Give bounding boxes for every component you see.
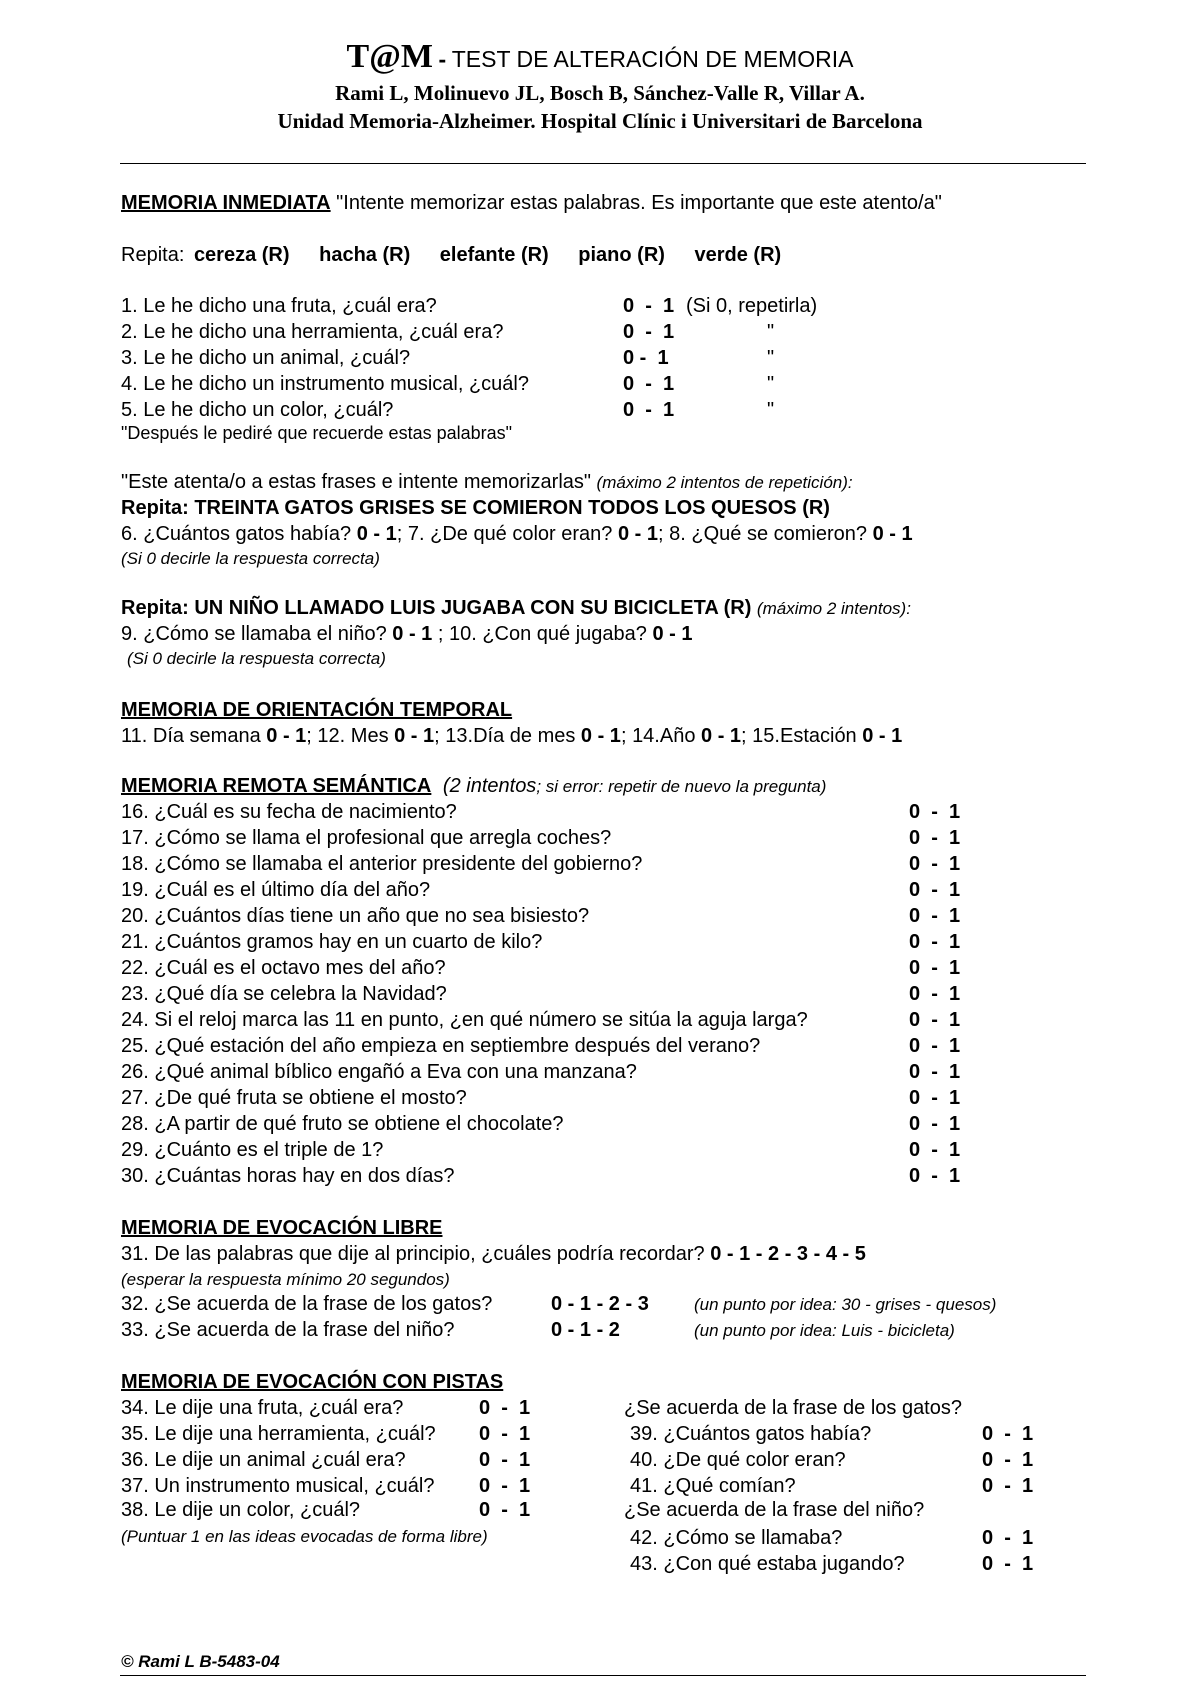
word-hacha: hacha (R) bbox=[319, 244, 411, 266]
word-elefante: elefante (R) bbox=[439, 244, 549, 266]
footer-rule bbox=[120, 1675, 1086, 1676]
word-piano: piano (R) bbox=[578, 244, 665, 266]
q3-score: 0 - 1 bbox=[623, 347, 669, 369]
semantic-question: 23. ¿Qué día se celebra la Navidad? bbox=[121, 983, 447, 1005]
q1-note: (Si 0, repetirla) bbox=[686, 295, 818, 317]
q41-text: 41. ¿Qué comían? bbox=[630, 1475, 796, 1497]
q42-text: 42. ¿Cómo se llamaba? bbox=[630, 1527, 843, 1549]
q6-text: 6. ¿Cuántos gatos había? bbox=[121, 523, 352, 545]
immediate-heading: MEMORIA INMEDIATA bbox=[121, 192, 331, 214]
q1-score: 0 - 1 bbox=[623, 295, 675, 317]
semantic-heading: MEMORIA REMOTA SEMÁNTICA bbox=[121, 775, 432, 797]
q5-text: 5. Le he dicho un color, ¿cuál? bbox=[121, 399, 394, 421]
title-separator: - bbox=[438, 46, 447, 72]
q7-text: ; 7. ¿De qué color eran? bbox=[396, 523, 613, 545]
semantic-question: 25. ¿Qué estación del año empieza en septiembre después del verano? bbox=[121, 1035, 761, 1057]
semantic-question: 30. ¿Cuántas horas hay en dos días? bbox=[121, 1165, 455, 1187]
semantic-score: 0 - 1 bbox=[909, 1165, 961, 1187]
cats-questions-line bbox=[121, 524, 913, 544]
q32-note: (un punto por idea: 30 - grises - quesos) bbox=[694, 1295, 997, 1314]
semantic-score: 0 - 1 bbox=[909, 983, 961, 1005]
phrase-boy-line bbox=[121, 598, 911, 618]
q31-line bbox=[121, 1244, 866, 1264]
q10-score: 0 - 1 bbox=[652, 623, 693, 645]
q6-score: 0 - 1 bbox=[356, 523, 397, 545]
q4-score: 0 - 1 bbox=[623, 373, 675, 395]
semantic-score: 0 - 1 bbox=[909, 827, 961, 849]
q41-score: 0 - 1 bbox=[982, 1475, 1034, 1497]
boy-correct-note: (Si 0 decirle la respuesta correcta) bbox=[127, 649, 386, 668]
semantic-question: 16. ¿Cuál es su fecha de nacimiento? bbox=[121, 801, 457, 823]
q10-text: ; 10. ¿Con qué jugaba? bbox=[432, 623, 647, 645]
phrases-intro: "Este atenta/o a estas frases e intente memorizarlas" bbox=[121, 471, 591, 493]
header-rule bbox=[120, 163, 1086, 164]
semantic-question: 27. ¿De qué fruta se obtiene el mosto? bbox=[121, 1087, 467, 1109]
q38-score: 0 - 1 bbox=[479, 1499, 531, 1521]
q33-note: (un punto por idea: Luis - bicicleta) bbox=[694, 1321, 955, 1340]
q34-score: 0 - 1 bbox=[479, 1397, 531, 1419]
repeat-words-line bbox=[121, 245, 781, 265]
q13-sep: ; bbox=[620, 725, 633, 747]
q33-text: 33. ¿Se acuerda de la frase del niño? bbox=[121, 1319, 455, 1341]
q5-note: " bbox=[767, 399, 775, 421]
q13-label: 13.Día de mes bbox=[445, 725, 581, 747]
semantic-score: 0 - 1 bbox=[909, 905, 961, 927]
semantic-question: 29. ¿Cuánto es el triple de 1? bbox=[121, 1139, 384, 1161]
q35-text: 35. Le dije una herramienta, ¿cuál? bbox=[121, 1423, 436, 1445]
semantic-question: 17. ¿Cómo se llama el profesional que arregla coches? bbox=[121, 827, 612, 849]
semantic-score: 0 - 1 bbox=[909, 879, 961, 901]
immediate-heading-line bbox=[121, 193, 942, 213]
q8-score: 0 - 1 bbox=[872, 523, 913, 545]
q5-score: 0 - 1 bbox=[623, 399, 675, 421]
semantic-score: 0 - 1 bbox=[909, 801, 961, 823]
q3-note: " bbox=[767, 347, 775, 369]
boy-phrase-heading: ¿Se acuerda de la frase del niño? bbox=[624, 1499, 925, 1521]
semantic-score: 0 - 1 bbox=[909, 1061, 961, 1083]
phrase-boy: Repita: UN NIÑO LLAMADO LUIS JUGABA CON SU BICICLETA (R) bbox=[121, 597, 752, 619]
semantic-score: 0 - 1 bbox=[909, 931, 961, 953]
q38-text: 38. Le dije un color, ¿cuál? bbox=[121, 1499, 361, 1521]
cued-recall-heading: MEMORIA DE EVOCACIÓN CON PISTAS bbox=[121, 1371, 504, 1393]
q43-text: 43. ¿Con qué estaba jugando? bbox=[630, 1553, 905, 1575]
q37-text: 37. Un instrumento musical, ¿cuál? bbox=[121, 1475, 435, 1497]
q7-score: 0 - 1 bbox=[618, 523, 659, 545]
q40-score: 0 - 1 bbox=[982, 1449, 1034, 1471]
q11-sep: ; bbox=[306, 725, 318, 747]
q12-score: 0 - 1 bbox=[394, 725, 435, 747]
q40-text: 40. ¿De qué color eran? bbox=[630, 1449, 846, 1471]
semantic-score: 0 - 1 bbox=[909, 853, 961, 875]
q13-score: 0 - 1 bbox=[580, 725, 621, 747]
semantic-question: 20. ¿Cuántos días tiene un año que no sea bisiesto? bbox=[121, 905, 590, 927]
q15-score: 0 - 1 bbox=[862, 725, 903, 747]
semantic-heading-line bbox=[121, 776, 826, 796]
q36-score: 0 - 1 bbox=[479, 1449, 531, 1471]
q35-score: 0 - 1 bbox=[479, 1423, 531, 1445]
semantic-question: 22. ¿Cuál es el octavo mes del año? bbox=[121, 957, 446, 979]
q11-score: 0 - 1 bbox=[266, 725, 307, 747]
q31-note: (esperar la respuesta mínimo 20 segundos) bbox=[121, 1270, 450, 1289]
title-text: TEST DE ALTERACIÓN DE MEMORIA bbox=[451, 46, 854, 72]
q3-text: 3. Le he dicho un animal, ¿cuál? bbox=[121, 347, 411, 369]
q42-score: 0 - 1 bbox=[982, 1527, 1034, 1549]
q4-note: " bbox=[767, 373, 775, 395]
q14-sep: ; bbox=[741, 725, 753, 747]
word-verde: verde (R) bbox=[694, 244, 782, 266]
semantic-score: 0 - 1 bbox=[909, 1139, 961, 1161]
semantic-question: 21. ¿Cuántos gramos hay en un cuarto de kilo? bbox=[121, 931, 543, 953]
repeat-label: Repita: bbox=[121, 244, 185, 266]
q34-text: 34. Le dije una fruta, ¿cuál era? bbox=[121, 1397, 404, 1419]
q4-text: 4. Le he dicho un instrumento musical, ¿cuál? bbox=[121, 373, 529, 395]
cued-left-note: (Puntuar 1 en las ideas evocadas de forma libre) bbox=[121, 1527, 488, 1546]
q37-score: 0 - 1 bbox=[479, 1475, 531, 1497]
q31-score: 0 - 1 - 2 - 3 - 4 - 5 bbox=[710, 1243, 866, 1265]
phrase-cats: Repita: TREINTA GATOS GRISES SE COMIERON TODOS LOS QUESOS (R) bbox=[121, 497, 830, 519]
institution: Unidad Memoria-Alzheimer. Hospital Clínic i Universitari de Barcelona bbox=[277, 109, 923, 133]
semantic-note-main: (2 intentos bbox=[442, 775, 537, 797]
q12-label: 12. Mes bbox=[317, 725, 395, 747]
word-cereza: cereza (R) bbox=[193, 244, 290, 266]
later-recall-note: "Después le pediré que recuerde estas palabras" bbox=[121, 423, 513, 443]
boy-questions-line bbox=[121, 624, 693, 644]
immediate-instruction: "Intente memorizar estas palabras. Es importante que este atento/a" bbox=[336, 192, 942, 214]
q36-text: 36. Le dije un animal ¿cuál era? bbox=[121, 1449, 406, 1471]
semantic-question: 26. ¿Qué animal bíblico engañó a Eva con una manzana? bbox=[121, 1061, 637, 1083]
semantic-note-rest: ; si error: repetir de nuevo la pregunta) bbox=[536, 777, 827, 796]
q14-label: 14.Año bbox=[632, 725, 702, 747]
copyright: © Rami L B-5483-04 bbox=[121, 1652, 280, 1671]
q8-text: ; 8. ¿Qué se comieron? bbox=[658, 523, 868, 545]
q12-sep: ; bbox=[434, 725, 446, 747]
free-recall-heading: MEMORIA DE EVOCACIÓN LIBRE bbox=[121, 1217, 443, 1239]
q33-score: 0 - 1 - 2 bbox=[551, 1319, 620, 1341]
q1-text: 1. Le he dicho una fruta, ¿cuál era? bbox=[121, 295, 437, 317]
tam-logo: T@M bbox=[346, 38, 433, 75]
authors: Rami L, Molinuevo JL, Bosch B, Sánchez-Valle R, Villar A. bbox=[335, 81, 865, 105]
q14-score: 0 - 1 bbox=[701, 725, 742, 747]
semantic-question: 19. ¿Cuál es el último día del año? bbox=[121, 879, 431, 901]
phrases-note: (máximo 2 intentos de repetición): bbox=[596, 473, 853, 492]
semantic-score: 0 - 1 bbox=[909, 957, 961, 979]
document-title bbox=[0, 40, 1200, 74]
q15-label: 15.Estación bbox=[752, 725, 863, 747]
semantic-score: 0 - 1 bbox=[909, 1113, 961, 1135]
q32-text: 32. ¿Se acuerda de la frase de los gatos? bbox=[121, 1293, 493, 1315]
orientation-heading: MEMORIA DE ORIENTACIÓN TEMPORAL bbox=[121, 699, 513, 721]
cats-phrase-heading: ¿Se acuerda de la frase de los gatos? bbox=[624, 1397, 962, 1419]
semantic-question: 18. ¿Cómo se llamaba el anterior presidente del gobierno? bbox=[121, 853, 643, 875]
semantic-question: 28. ¿A partir de qué fruto se obtiene el chocolate? bbox=[121, 1113, 564, 1135]
q9-text: 9. ¿Cómo se llamaba el niño? bbox=[121, 623, 387, 645]
cats-correct-note: (Si 0 decirle la respuesta correcta) bbox=[121, 549, 380, 568]
orientation-items-line bbox=[121, 726, 902, 746]
q39-text: 39. ¿Cuántos gatos había? bbox=[630, 1423, 872, 1445]
q2-note: " bbox=[767, 321, 775, 343]
q2-text: 2. Le he dicho una herramienta, ¿cuál era? bbox=[121, 321, 504, 343]
q31-text: 31. De las palabras que dije al principio, ¿cuáles podría recordar? bbox=[121, 1243, 705, 1265]
q11-label: 11. Día semana bbox=[121, 725, 267, 747]
phrases-intro-line bbox=[121, 472, 853, 492]
q32-score: 0 - 1 - 2 - 3 bbox=[551, 1293, 649, 1315]
q39-score: 0 - 1 bbox=[982, 1423, 1034, 1445]
q2-score: 0 - 1 bbox=[623, 321, 675, 343]
q9-score: 0 - 1 bbox=[392, 623, 433, 645]
semantic-score: 0 - 1 bbox=[909, 1035, 961, 1057]
q43-score: 0 - 1 bbox=[982, 1553, 1034, 1575]
phrase-boy-note: (máximo 2 intentos): bbox=[756, 599, 911, 618]
semantic-question: 24. Si el reloj marca las 11 en punto, ¿en qué número se sitúa la aguja larga? bbox=[121, 1009, 808, 1031]
semantic-score: 0 - 1 bbox=[909, 1009, 961, 1031]
semantic-score: 0 - 1 bbox=[909, 1087, 961, 1109]
